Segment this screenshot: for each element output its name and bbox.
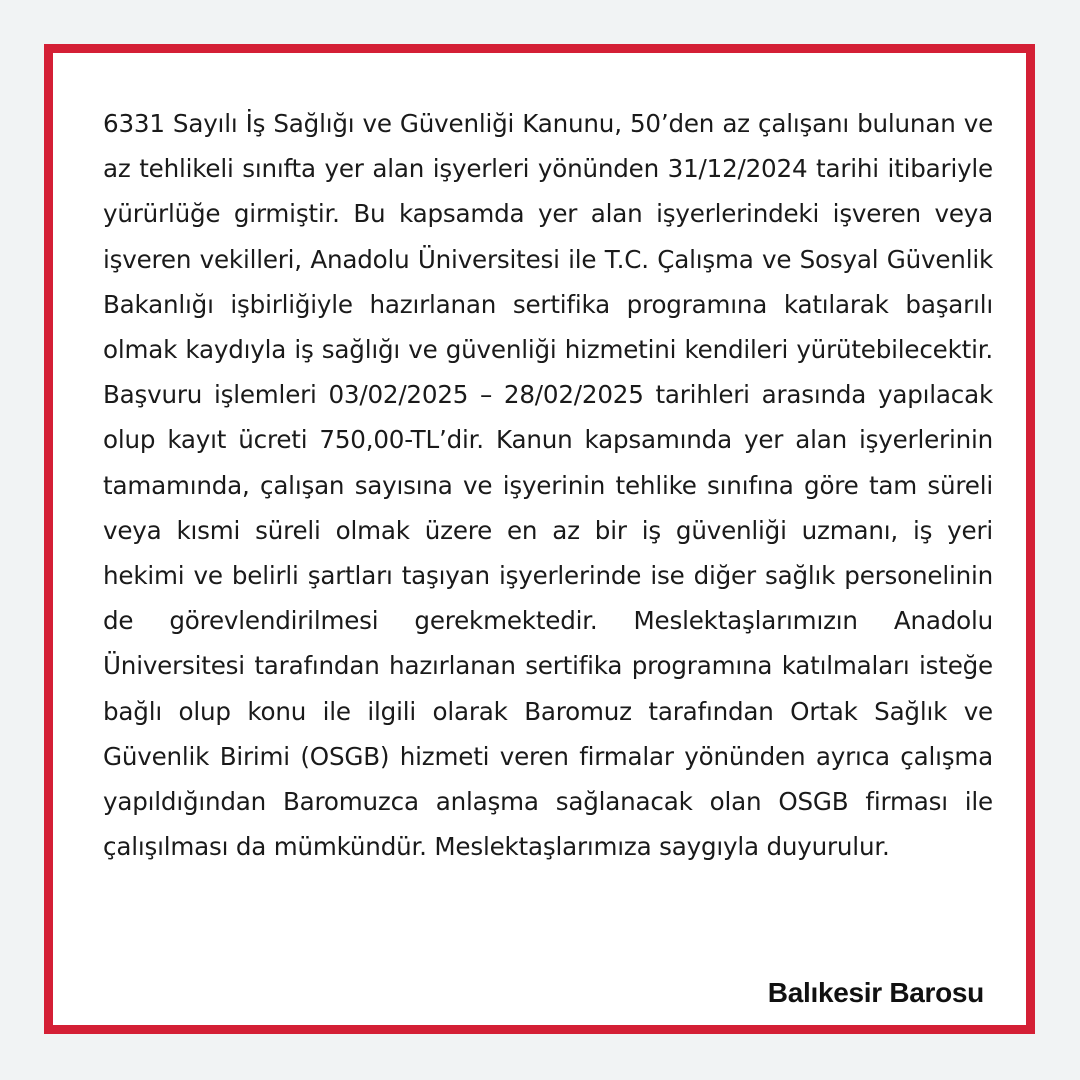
signature: Balıkesir Barosu <box>767 977 984 1008</box>
announcement-body: 6331 Sayılı İş Sağlığı ve Güvenliği Kanunu, 50’den az çalışanı bulunan ve az tehlikeli sınıfta yer alan işyerleri yönünden 31/12/2024 tarihi itibariyle yürürlüğe girmiştir. Bu kapsamda yer alan işyerlerindeki işveren veya işveren vekilleri, Anadolu Üniversitesi ile T.C. Çalışma ve Sosyal Güvenlik Bakanlığı işbirliğiyle hazırlanan sertifika programına katılarak başarılı olmak kaydıyla iş sağlığı ve güvenliği hizmetini kendileri yürütebilecektir. Başvuru işlemleri 03/02/2025 – 28/02/2025 tarihleri arasında yapılacak olup kayıt ücreti 750,00-TL’dir. Kanun kapsamında yer alan işyerlerinin tamamında, çalışan sayısına ve işyerinin tehlike sınıfına göre tam süreli veya kısmi süreli olmak üzere en az bir iş güvenliği uzmanı, iş yeri hekimi ve belirli şartları taşıyan işyerlerinde ise diğer sağlık personelinin de görevlendirilmesi gerekmektedir. Meslektaşlarımızın Anadolu Üniversitesi tarafından hazırlanan sertifika programına katılmaları isteğe bağlı olup konu ile ilgili olarak Baromuz tarafından Ortak Sağlık ve Güvenlik Birimi (OSGB) hizmeti veren firmalar yönünden ayrıca çalışma yapıldığından Baromuzca anlaşma sağlanacak olan OSGB firması ile çalışılması da mümkündür. Meslektaşlarımıza saygıyla duyurulur. <box>103 109 993 862</box>
announcement-frame <box>44 44 1035 1034</box>
